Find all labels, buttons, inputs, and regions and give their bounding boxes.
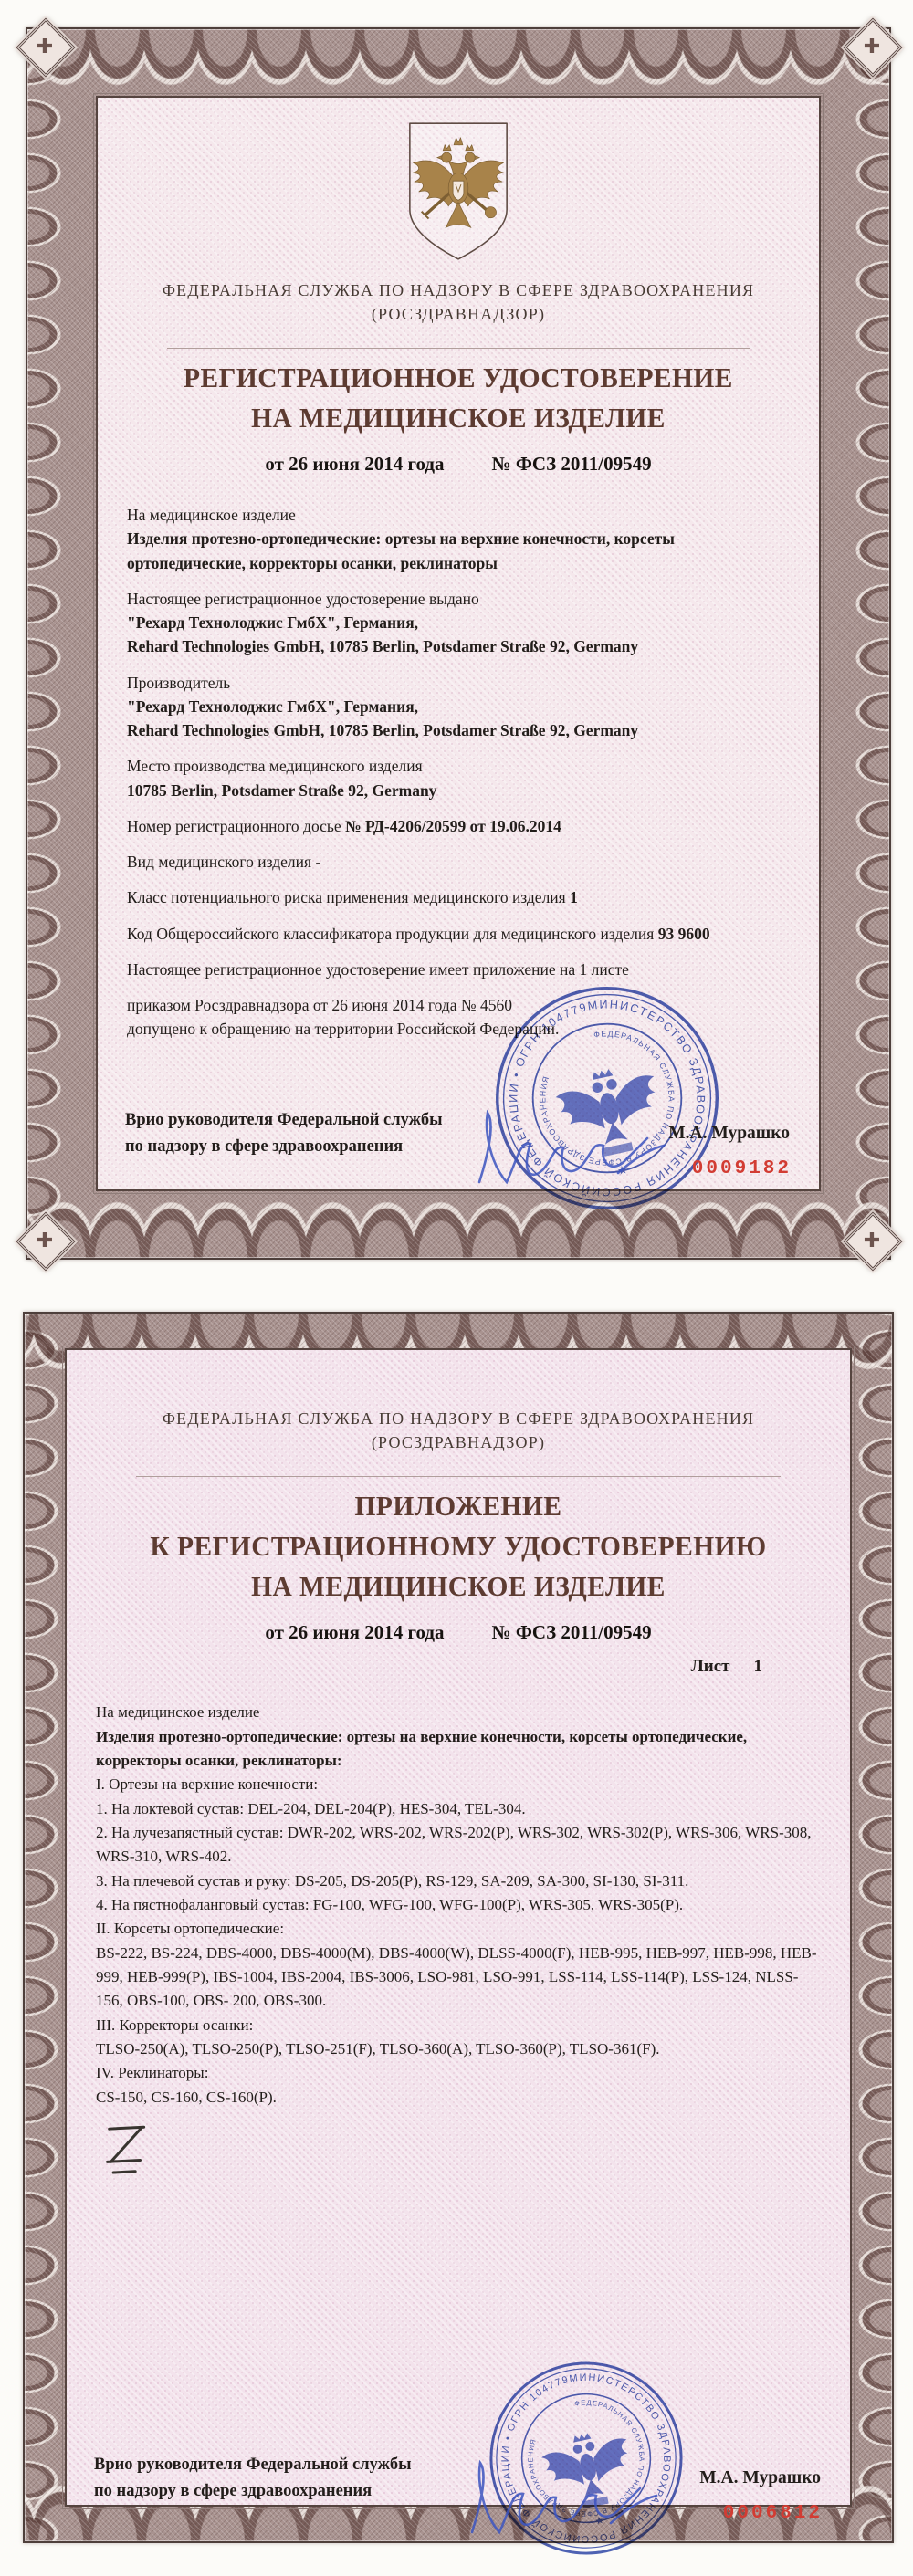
doc-line: приказом Росздравнадзора от 26 июня 2014 года № 4560: [127, 996, 512, 1015]
doc-line: Номер регистрационного досье № РД-4206/20599 от 19.06.2014: [127, 816, 561, 835]
signatory-title: [125, 1107, 443, 1159]
doc-line: Изделия протезно-ортопедические: ортезы на верхние конечности, корсеты ортопедические, корректоры осанки, реклинаторы:: [96, 1727, 748, 1769]
divider: [167, 348, 750, 349]
registration-number: № ФСЗ 2011/09549: [491, 453, 652, 476]
border-corner-ornament-icon: [15, 1210, 75, 1271]
doc-line: допущено к обращению на территории Российской Федерации.: [127, 1020, 560, 1039]
agency-line2: (РОСЗДРАВНАДЗОР): [371, 305, 546, 324]
end-of-text-z-mark-icon: [96, 2111, 165, 2192]
border-corner-ornament-icon: [842, 16, 902, 77]
doc-line: 4. На пястнофаланговый сустав: FG-100, WFG-100, WFG-100(P), WRS-305, WRS-305(P).: [96, 1895, 684, 1913]
certificate-page: [26, 27, 891, 1260]
issue-date: от 26 июня 2014 года: [265, 1621, 445, 1644]
certificate-body: [127, 503, 792, 1042]
sheet-number-label: Лист: [690, 1657, 730, 1677]
document-title: [142, 358, 775, 438]
form-serial-number: 0009182: [691, 1158, 792, 1179]
signature-block: [125, 1040, 795, 1202]
doc-line: 10785 Berlin, Potsdamer Straße 92, Germany: [127, 780, 437, 800]
title-line2: К РЕГИСТРАЦИОННОМУ УДОСТОВЕРЕНИЮ: [150, 1530, 767, 1563]
doc-line: BS-222, BS-224, DBS-4000, DBS-4000(M), DBS-4000(W), DLSS-4000(F), HEB-995, HEB-997, HEB-998, HEB-999, HEB-999(P), IBS-1004, IBS-2004, IBS-3006, LSO-981, LSO-991, LSS-114, LSS-114(P), LSS-124, NLSS-156, OBS-100, OBS- 200, OBS-300.: [96, 1943, 817, 2010]
doc-line: CS-150, CS-160, CS-160(P).: [96, 2088, 277, 2106]
title-line1: ПРИЛОЖЕНИЕ: [354, 1490, 562, 1523]
form-serial-number: 0006812: [722, 2503, 823, 2524]
agency-line2: (РОСЗДРАВНАДЗОР): [371, 1433, 546, 1452]
doc-line: 3. На плечевой сустав и руку: DS-205, DS-205(P), RS-129, SA-209, SA-300, SI-130, SI-311.: [96, 1871, 689, 1890]
doc-line: "Рехард Технолоджис ГмбХ", Германия,: [127, 696, 419, 716]
border-corner-ornament-icon: [842, 1210, 902, 1271]
doc-line: "Рехард Технолоджис ГмбХ", Германия,: [127, 613, 419, 633]
agency-header: [94, 1407, 823, 1454]
sheet-number: [94, 1657, 762, 1677]
doc-line: Изделия протезно-ортопедические: ортезы на верхние конечности, корсеты ортопедические, корректоры осанки, реклинаторы: [127, 529, 675, 572]
doc-line: 1. На локтевой сустав: DEL-204, DEL-204(P), HES-304, TEL-304.: [96, 1799, 526, 1817]
title-line1: РЕГИСТРАЦИОННОЕ УДОСТОВЕРЕНИЕ: [184, 361, 733, 394]
registration-number: № ФСЗ 2011/09549: [491, 1621, 652, 1644]
border-corner-ornament-icon: [15, 16, 75, 77]
date-and-number-row: [94, 1621, 823, 1644]
doc-line: На медицинское изделие: [96, 1703, 260, 1722]
title-line3: НА МЕДИЦИНСКОЕ ИЗДЕЛИЕ: [251, 1570, 666, 1603]
signatory-name: М.А. Мурашко: [668, 1124, 790, 1143]
doc-line: На медицинское изделие: [127, 506, 296, 525]
doc-line: Rehard Technologies GmbH, 10785 Berlin, Potsdamer Straße 92, Germany: [127, 637, 639, 656]
doc-line: Вид медицинского изделия -: [127, 853, 321, 872]
agency-header: [125, 278, 792, 326]
signatory-title-line1: Врио руководителя Федеральной службы: [125, 1111, 443, 1129]
signatory-name: М.А. Мурашко: [699, 2468, 821, 2487]
signatory-title-line2: по надзору в сфере здравоохранения: [94, 2481, 373, 2500]
russia-coat-of-arms-icon: [402, 120, 515, 264]
doc-line: Rehard Technologies GmbH, 10785 Berlin, Potsdamer Straße 92, Germany: [127, 721, 639, 740]
signatory-title-line1: Врио руководителя Федеральной службы: [94, 2456, 412, 2474]
doc-line: Настоящее регистрационное удостоверение выдано: [127, 589, 479, 608]
signatory-title-line2: по надзору в сфере здравоохранения: [125, 1136, 404, 1156]
appendix-sheet: [65, 1348, 852, 2524]
agency-line1: ФЕДЕРАЛЬНАЯ СЛУЖБА ПО НАДЗОРУ В СФЕРЕ ЗДРАВООХРАНЕНИЯ: [162, 281, 755, 299]
doc-line: Класс потенциального риска применения медицинского изделия 1: [127, 888, 578, 907]
doc-line: TLSO-250(A), TLSO-250(P), TLSO-251(F), TLSO-360(A), TLSO-360(P), TLSO-361(F).: [96, 2040, 660, 2058]
appendix-page: [23, 1312, 894, 2543]
doc-line: Производитель: [127, 673, 231, 692]
signatory-title: [94, 2452, 412, 2504]
sheet-number-value: 1: [753, 1657, 762, 1677]
doc-line: I. Ортезы на верхние конечности:: [96, 1775, 319, 1794]
doc-line: 2. На лучезапястный сустав: DWR-202, WRS-202, WRS-202(P), WRS-302, WRS-302(P), WRS-306, WRS-308, WRS-310, WRS-402.: [96, 1823, 812, 1866]
title-line2: НА МЕДИЦИНСКОЕ ИЗДЕЛИЕ: [251, 402, 666, 435]
doc-line: Настоящее регистрационное удостоверение имеет приложение на 1 листе: [127, 959, 629, 979]
date-and-number-row: [125, 453, 792, 476]
doc-line: II. Корсеты ортопедические:: [96, 1920, 285, 1938]
issue-date: от 26 июня 2014 года: [265, 453, 445, 476]
appendix-body: [96, 1701, 823, 2110]
certificate-sheet: [96, 96, 821, 1191]
doc-line: Место производства медицинского изделия: [127, 757, 423, 776]
signature-block: [94, 2384, 826, 2547]
document-title: [112, 1486, 804, 1607]
doc-line: Код Общероссийского классификатора продукции для медицинского изделия 93 9600: [127, 924, 710, 943]
signature-icon: [457, 2443, 677, 2552]
divider: [136, 1476, 781, 1477]
agency-line1: ФЕДЕРАЛЬНАЯ СЛУЖБА ПО НАДЗОРУ В СФЕРЕ ЗДРАВООХРАНЕНИЯ: [162, 1409, 755, 1428]
doc-line: III. Корректоры осанки:: [96, 2016, 254, 2034]
doc-line: IV. Реклинаторы:: [96, 2064, 209, 2082]
signature-icon: [465, 1093, 684, 1202]
